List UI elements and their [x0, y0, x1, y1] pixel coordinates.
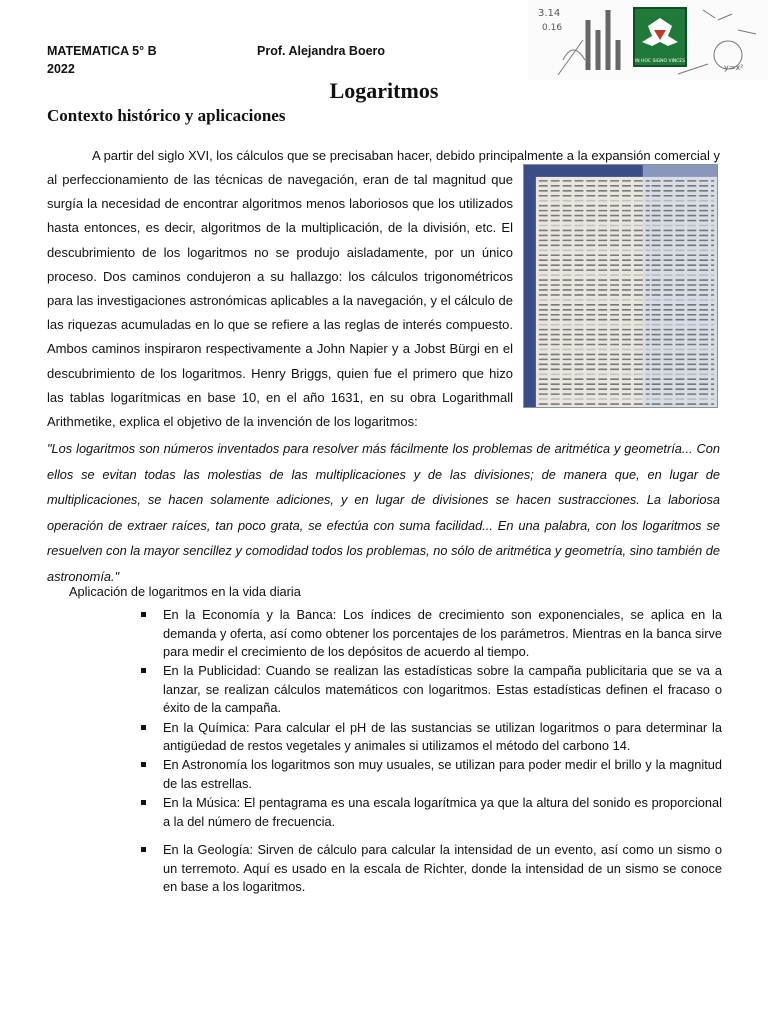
list-item-text: En la Geología: Sirven de cálculo para calcular la intensidad de un evento, así como un sismo o un terremoto. Aquí es usado en la escala de Richter, donde la intensidad de un sismo se conoce en base a los logaritmos. — [163, 842, 722, 895]
bullet-icon — [141, 612, 146, 617]
svg-text:IN HOC SIGNO VINCES: IN HOC SIGNO VINCES — [634, 59, 686, 64]
intro-paragraph: al perfeccionamiento de las técnicas de navegación, eran de tal magnitud que surgía la necesidad de encontrar algoritmos menos laboriosos que los utilizados hasta entonces, es decir, algoritmos de la multiplicación, de la división, etc. El descubrimiento de los logaritmos no se produjo aisladamente, por un único proceso. Dos caminos condujeron a su hallazgo: los cálculos trigonométricos para las investigaciones astronómicas aplicables a la navegación, y el cálculo de las riquezas acumuladas en lo que se refiere a las reglas de interés compuesto. Ambos caminos inspiraron respectivamente a John Napier y a Jobst Bürgi en el descubrimiento de los logaritmos. Henry Briggs, quien fue el primero que hizo las tablas logarítmicas en base 10, en el año 1631, en su obra Logarithmall Arithmetike, explica el objetivo de la invención de los logaritmos: — [47, 172, 513, 430]
applications-heading: Aplicación de logaritmos en la vida diaria — [69, 584, 301, 599]
list-item-text: En la Química: Para calcular el pH de las sustancias se utilizan logaritmos o para determinar la antigüedad de restos vegetales y animales si utilizamos el método del carbono 14. — [163, 719, 722, 754]
intro-first-line: A partir del siglo XVI, los cálculos que se precisaban hacer, debido principalmente a la expansión comercial y — [92, 148, 720, 163]
svg-text:y=x²: y=x² — [724, 63, 744, 72]
list-item — [139, 606, 722, 662]
bullet-icon — [141, 800, 146, 805]
year-label: 2022 — [47, 62, 75, 76]
bullet-icon — [141, 762, 146, 767]
page-title: Logaritmos — [329, 78, 439, 103]
course-label: MATEMATICA 5° B — [47, 44, 157, 58]
svg-text:0.16: 0.16 — [542, 23, 563, 33]
list-item-text: En la Publicidad: Cuando se realizan las estadísticas sobre la campaña publicitaria que se va a lanzar, se realizan cálculos matemáticos con logaritmos. Estas estadísticas definen el fracaso o éxito de la campaña. — [163, 663, 722, 716]
list-item — [139, 756, 722, 793]
teacher-label: Prof. Alejandra Boero — [257, 44, 386, 58]
list-item — [139, 719, 722, 756]
list-item — [139, 794, 722, 831]
school-crest-image — [634, 8, 686, 66]
section-heading: Contexto histórico y aplicaciones — [47, 106, 286, 125]
bullet-icon — [141, 668, 146, 673]
list-item-text: En la Economía y la Banca: Los índices de crecimiento son exponenciales, se aplica en la demanda y oferta, así como obtener los porcentajes de los parámetros. Mientras en la banca sirve para medir el crecimiento de los depósitos de acuerdo al tiempo. — [163, 607, 722, 660]
briggs-quote: "Los logaritmos son números inventados para resolver más fácilmente los problemas de aritmética y geometría... Con ellos se evitan todas las molestias de las multiplicaciones y de las divisiones; de manera que, en lugar de multiplicaciones, se hacen solamente adiciones, y en lugar de divisiones se hacen sustracciones. La laboriosa operación de extraer raíces, tan poco grata, se efectúa con suma facilidad... En una palabra, con los logaritmos se resuelven con la mayor sencillez y comodidad todos los problemas, no sólo de aritmética y geometría, sino también de astronomía." — [47, 441, 720, 584]
bullet-icon — [141, 847, 146, 852]
applications-list — [139, 606, 722, 897]
list-item-text: En Astronomía los logaritmos son muy usuales, se utilizan para poder medir el brillo y la magnitud de las estrellas. — [163, 757, 722, 791]
header-doodle-image — [528, 0, 768, 80]
list-item — [139, 841, 722, 897]
list-item — [139, 662, 722, 718]
list-item-text: En la Música: El pentagrama es una escala logarítmica ya que la altura del sonido es proporcional a la del número de frecuencia. — [163, 794, 722, 829]
logarithm-table-image — [523, 164, 718, 408]
bullet-icon — [141, 725, 146, 730]
svg-text:3.14: 3.14 — [538, 8, 561, 19]
